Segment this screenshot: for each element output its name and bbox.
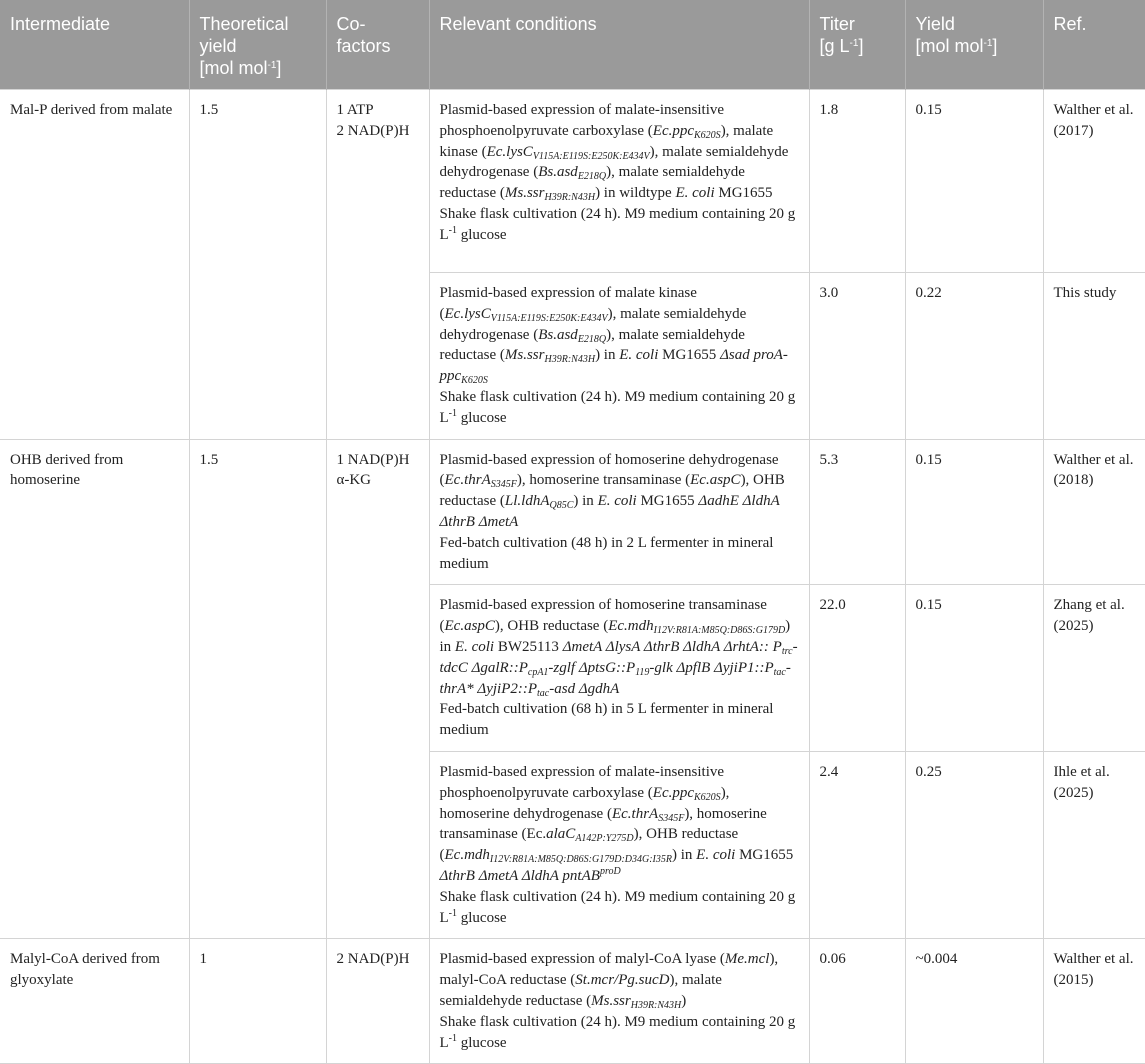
- table-header: [0, 0, 1145, 90]
- titer-cell: 5.3: [809, 439, 905, 585]
- ref-cell: Ihle et al. (2025): [1043, 751, 1145, 938]
- conditions-cell: Plasmid-based expression of homoserine dehydrogenase (Ec.thrA$_{S345F}$), homoserine transaminase (Ec.aspC), OHB reductase (Ll.ldhA$_{Q85C}$) in E. coli MG1655 ΔadhE ΔldhA ΔthrB ΔmetA Fed-batch cultivation (48 h) in 2 L fermenter in mineral medium: [429, 439, 809, 585]
- yield-cell: 0.15: [905, 439, 1043, 585]
- conditions-cell: Plasmid-based expression of malate-insensitive phosphoenolpyruvate carboxylase (Ec.ppc$_{K620S}$), homoserine dehydrogenase (Ec.thrA$_{S345F}$), homoserine transaminase (Ec.alaC$_{A142P:Y275D}$), OHB reductase (Ec.mdh$_{I12V:R81A:M85Q:D86S:G179D:D34G:I35R}$) in E. coli MG1655 ΔthrB ΔmetA ΔldhA pntAB$^{proD}$ Shake flask cultivation (24 h). M9 medium containing 20 g $L^{-1}$ glucose: [429, 751, 809, 938]
- theoretical-yield-cell: 1: [189, 939, 326, 1064]
- cofactors-cell: 2 NAD(P)H: [326, 939, 429, 1064]
- theoretical-yield-cell: 1.5: [189, 90, 326, 440]
- table-row: [0, 939, 1145, 1064]
- conditions-cell: Plasmid-based expression of homoserine transaminase (Ec.aspC), OHB reductase (Ec.mdh$_{I12V:R81A:M85Q:D86S:G179D}$) in E. coli BW25113 ΔmetA ΔlysA ΔthrB ΔldhA ΔrhtA:: $P_{trc}$-tdcC $\Delta galR::P_{cpA1}$-zglf $\Delta ptsG::P_{119}$-glk ΔpflB $\Delta yjiP1::P_{tac}-thrA*$ $\Delta yjiP2::P_{tac}$-asd ΔgdhA Fed-batch cultivation (68 h) in 5 L fermenter in mineral medium: [429, 585, 809, 752]
- ref-cell: Walther et al. (2015): [1043, 939, 1145, 1064]
- header-cofactors: Co-factors: [326, 0, 429, 90]
- ref-cell: This study: [1043, 273, 1145, 440]
- header-theoretical-yield: Theoretical yield [mol mol$^{-1}$]: [189, 0, 326, 90]
- yield-cell: 0.15: [905, 585, 1043, 752]
- header-titer: Titer [g $L^{-1}$]: [809, 0, 905, 90]
- yield-cell: 0.15: [905, 90, 1043, 273]
- intermediate-cell: Mal-P derived from malate: [0, 90, 189, 440]
- titer-cell: 22.0: [809, 585, 905, 752]
- table-row: [0, 90, 1145, 273]
- yield-cell: 0.25: [905, 751, 1043, 938]
- titer-cell: 2.4: [809, 751, 905, 938]
- ref-cell: Walther et al. (2017): [1043, 90, 1145, 273]
- header-ref: Ref.: [1043, 0, 1145, 90]
- titer-cell: 1.8: [809, 90, 905, 273]
- cofactors-cell: 1 ATP 2 NAD(P)H: [326, 90, 429, 440]
- conditions-cell: Plasmid-based expression of malyl-CoA lyase (Me.mcl), malyl-CoA reductase (St.mcr/Pg.sucD), malate semialdehyde reductase (Ms.ssr$_{H39R:N43H}$) Shake flask cultivation (24 h). M9 medium containing 20 g $L^{-1}$ glucose: [429, 939, 809, 1064]
- conditions-cell: Plasmid-based expression of malate kinase (Ec.lysC$_{V115A:E119S:E250K:E434V}$), malate semialdehyde dehydrogenase (Bs.asd$_{E218Q}$), malate semialdehyde reductase (Ms.ssr$_{H39R:N43H}$) in E. coli MG1655 Δsad proA-ppc$_{K620S}$ Shake flask cultivation (24 h). M9 medium containing 20 g $L^{-1}$ glucose: [429, 273, 809, 440]
- intermediate-cell: OHB derived from homoserine: [0, 439, 189, 939]
- header-intermediate: Intermediate: [0, 0, 189, 90]
- table-row: [0, 439, 1145, 585]
- conditions-cell: Plasmid-based expression of malate-insensitive phosphoenolpyruvate carboxylase (Ec.ppc$_{K620S}$), malate kinase (Ec.lysC$_{V115A:E119S:E250K:E434V}$), malate semialdehyde dehydrogenase (Bs.asd$_{E218Q}$), malate semialdehyde reductase (Ms.ssr$_{H39R:N43H}$) in wildtype E. coli MG1655 Shake flask cultivation (24 h). M9 medium containing 20 g $L^{-1}$ glucose: [429, 90, 809, 273]
- titer-cell: 3.0: [809, 273, 905, 440]
- header-yield: Yield [mol mol$^{-1}$]: [905, 0, 1043, 90]
- cofactors-cell: 1 NAD(P)H α-KG: [326, 439, 429, 939]
- header-conditions: Relevant conditions: [429, 0, 809, 90]
- titer-cell: 0.06: [809, 939, 905, 1064]
- ref-cell: Walther et al. (2018): [1043, 439, 1145, 585]
- ref-cell: Zhang et al. (2025): [1043, 585, 1145, 752]
- intermediate-cell: Malyl-CoA derived from glyoxylate: [0, 939, 189, 1064]
- theoretical-yield-cell: 1.5: [189, 439, 326, 939]
- yield-cell: ~0.004: [905, 939, 1043, 1064]
- yield-cell: 0.22: [905, 273, 1043, 440]
